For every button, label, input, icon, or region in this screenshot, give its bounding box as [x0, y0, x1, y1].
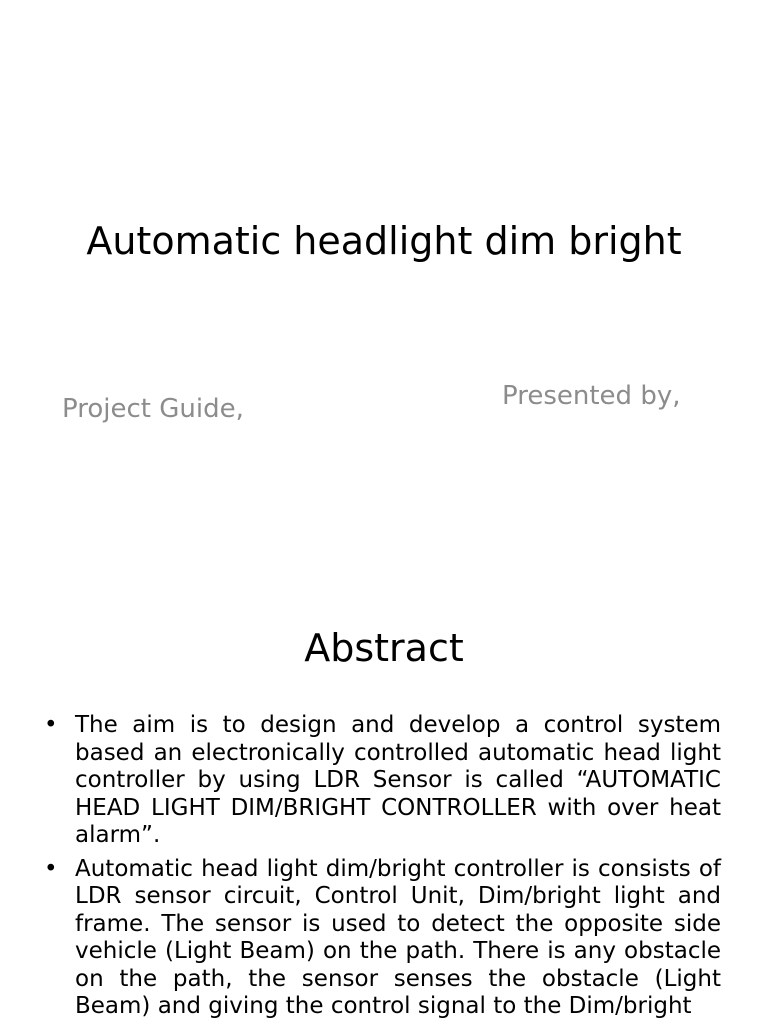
bullet-dot-icon: •	[44, 712, 58, 738]
abstract-slide	[0, 576, 768, 1024]
bullet-text: Automatic head light dim/bright controller is consists of LDR sensor circuit, Control Unit, Dim/bright light and frame. The sensor is used to detect the opposite side vehicle (Light Beam) on the path. There is any obstacle on the path, the sensor senses the obstacle (Light Beam) and giving the control signal to the Dim/bright	[75, 855, 721, 1019]
bullet-item-aim	[44, 712, 721, 850]
abstract-heading: Abstract	[304, 626, 464, 670]
project-guide-label: Project Guide,	[62, 394, 244, 424]
bullet-dot-icon: •	[44, 855, 58, 882]
bullet-item-components	[44, 856, 721, 1021]
slide-title: Automatic headlight dim bright	[86, 219, 682, 263]
presented-by-label: Presented by,	[502, 381, 681, 411]
bullet-text: The aim is to design and develop a control system based an electronically controlled automatic head light controller by using LDR Sensor is called “AUTOMATIC HEAD LIGHT DIM/BRIGHT CONTROLLER with over heat alarm”.	[75, 712, 721, 848]
abstract-bullet-list	[44, 712, 721, 1024]
